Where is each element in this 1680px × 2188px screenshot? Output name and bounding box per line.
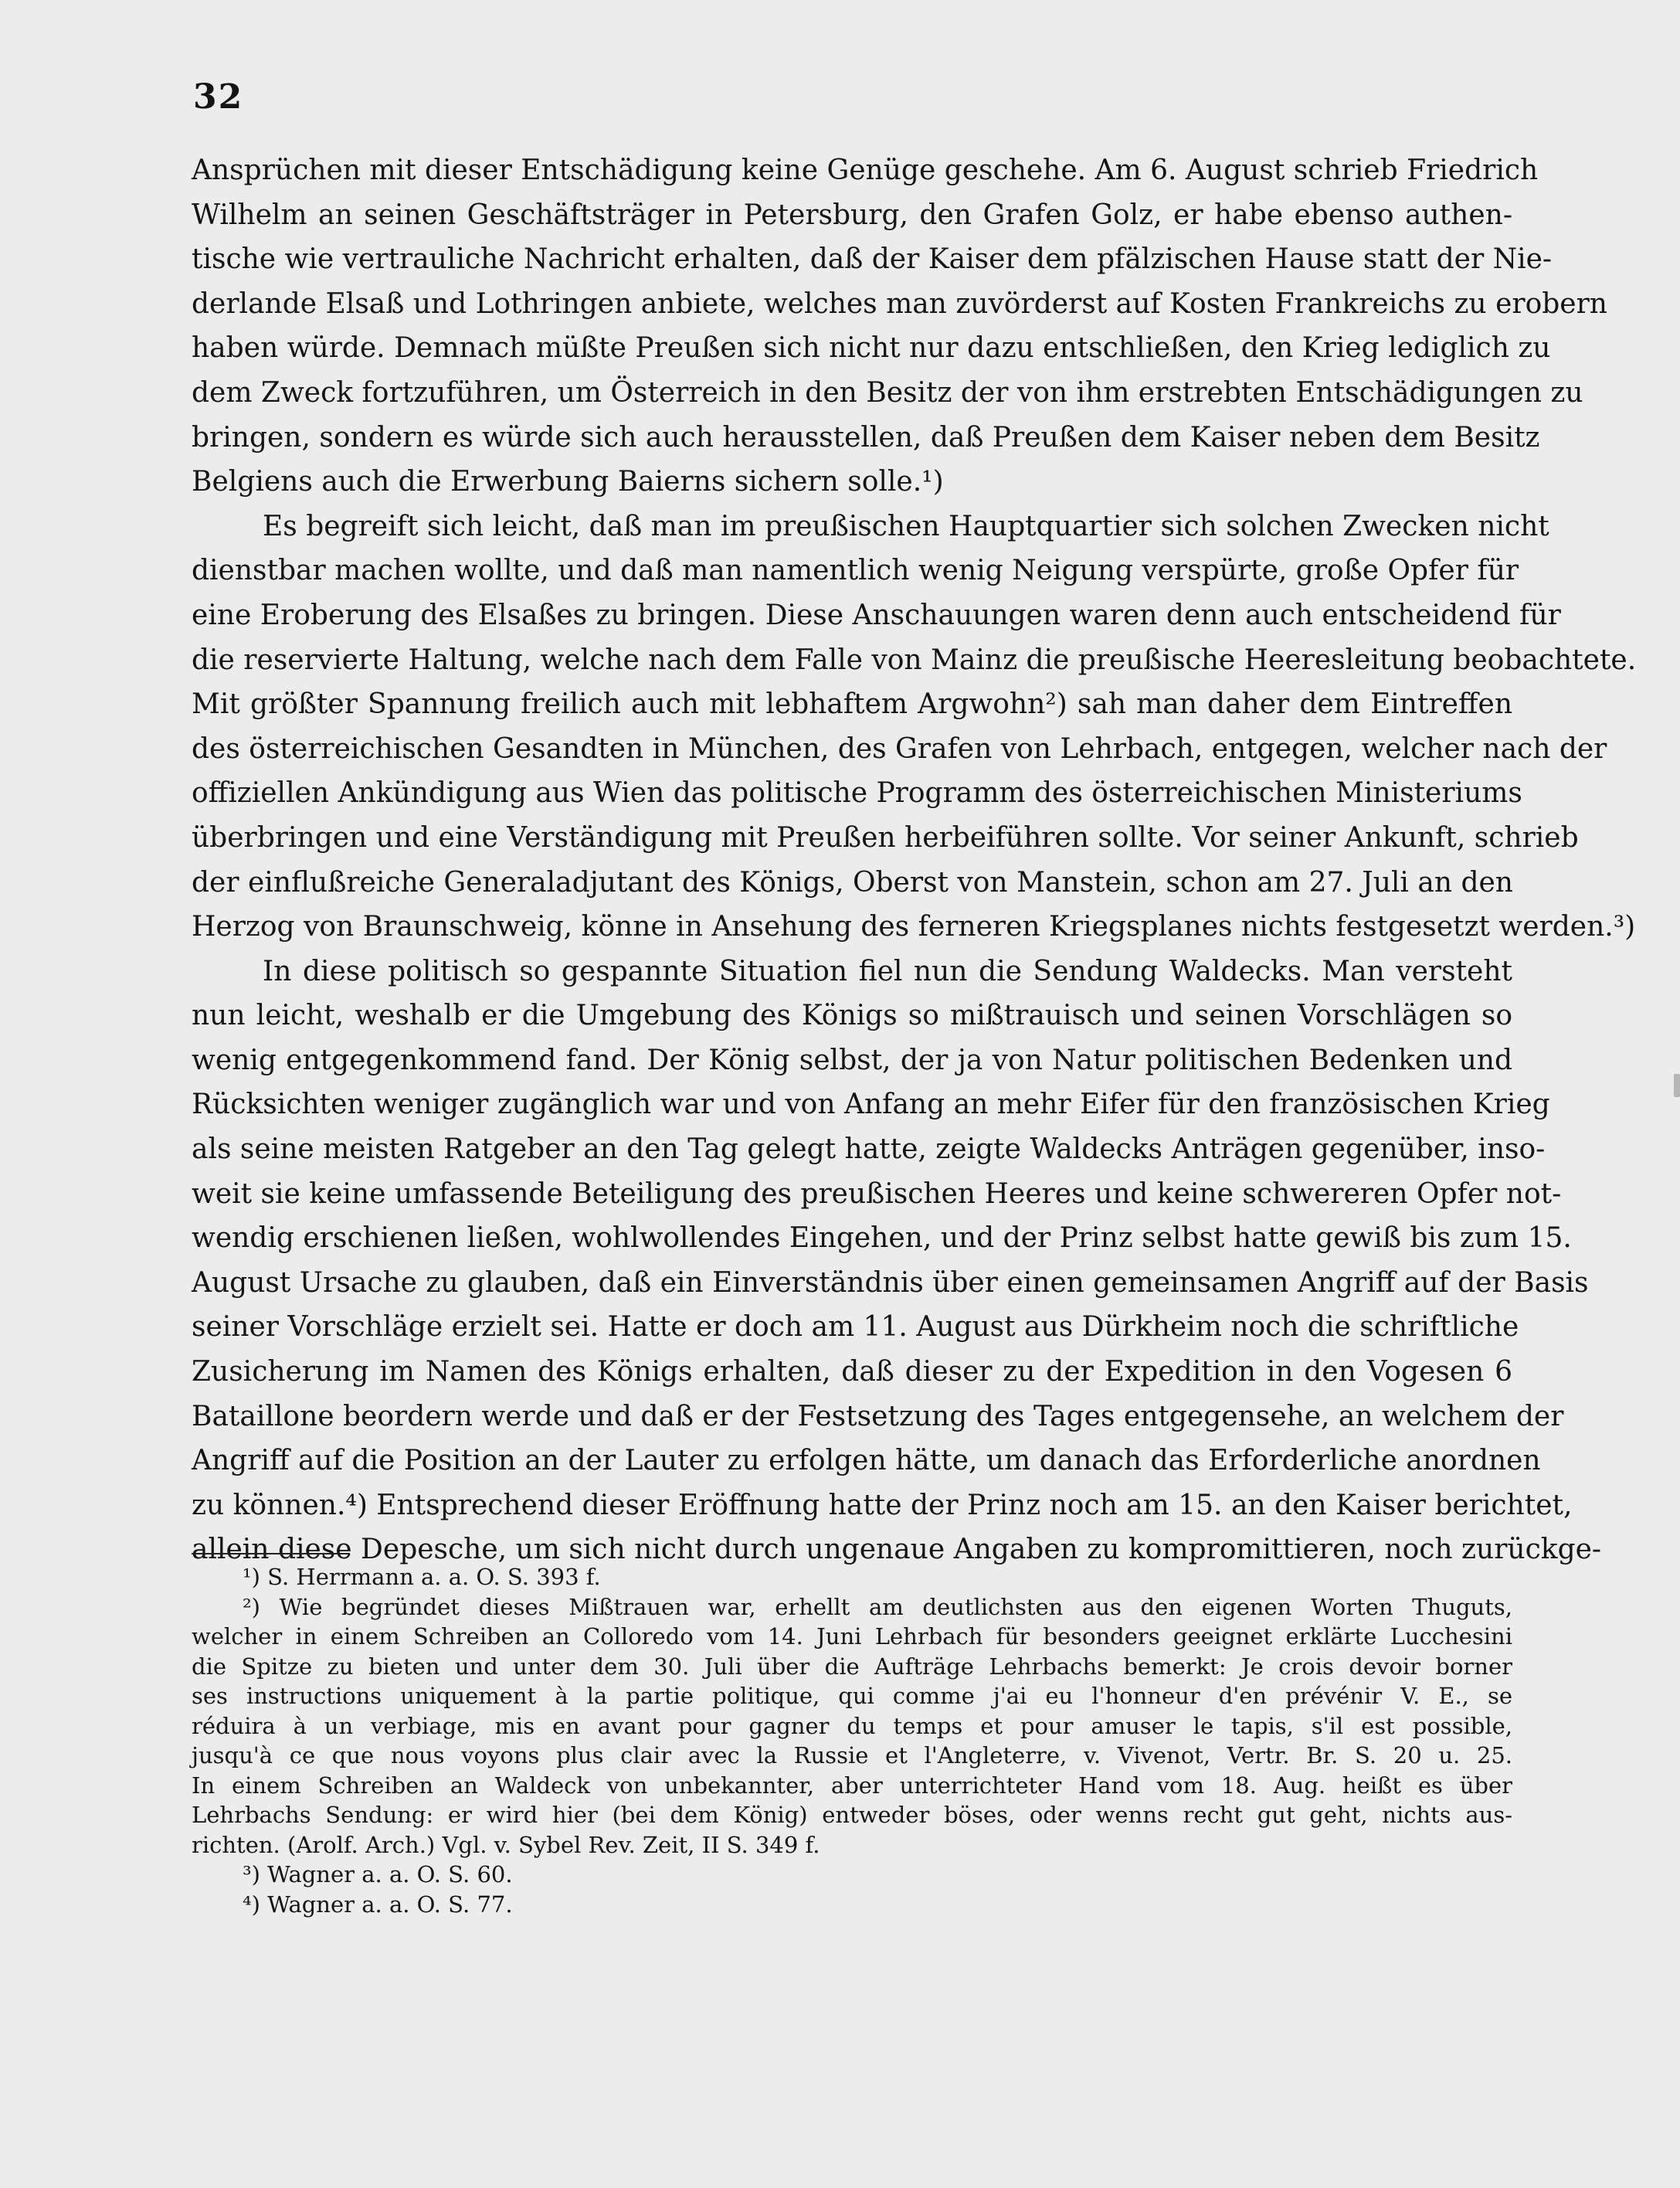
footnote-line: richten. (Arolf. Arch.) Vgl. v. Sybel Rev. Zeit, II S. 349 f.: [192, 1831, 820, 1858]
footnote-line: ¹) S. Herrmann a. a. O. S. 393 f.: [243, 1564, 601, 1590]
text-line: wendig erschienen ließen, wohlwollendes Eingehen, und der Prinz selbst hatte gewiß bis zum 15.: [192, 1222, 1572, 1255]
text-line: des österreichischen Gesandten in München, des Grafen von Lehrbach, entgegen, welcher nach der: [192, 732, 1607, 765]
footnote-line: Lehrbachs Sendung: er wird hier (bei dem König) entweder böses, oder wenns recht gut geht, nichts aus-: [192, 1802, 1512, 1828]
footnote-line: welcher in einem Schreiben an Colloredo vom 14. Juni Lehrbach für besonders geeignet erklärte Lucchesini: [192, 1623, 1512, 1649]
footnote-line: réduira à un verbiage, mis en avant pour gagner du temps et pour amuser le tapis, s'il est possible,: [192, 1712, 1512, 1739]
text-line: Zusicherung im Namen des Königs erhalten, daß dieser zu der Expedition in den Vogesen 6: [192, 1356, 1512, 1388]
text-line: Rücksichten weniger zugänglich war und von Anfang an mehr Eifer für den französischen Krieg: [192, 1089, 1550, 1121]
footnote-line: ses instructions uniquement à la partie politique, qui comme j'ai eu l'honneur d'en prévénir V. E., se: [192, 1683, 1512, 1709]
footnote-separator: [192, 1553, 350, 1554]
text-line: haben würde. Demnach müßte Preußen sich nicht nur dazu entschließen, den Krieg lediglich zu: [192, 332, 1551, 365]
text-line: offiziellen Ankündigung aus Wien das politische Programm des österreichischen Ministeriums: [192, 777, 1522, 810]
text-line: Es begreift sich leicht, daß man im preußischen Hauptquartier sich solchen Zwecken nicht: [263, 510, 1549, 542]
text-line: Ansprüchen mit dieser Entschädigung keine Genüge geschehe. Am 6. August schrieb Friedrich: [192, 155, 1539, 186]
text-line: dienstbar machen wollte, und daß man namentlich wenig Neigung verspürte, große Opfer für: [192, 555, 1519, 587]
text-line: überbringen und eine Verständigung mit Preußen herbeiführen sollte. Vor seiner Ankunft, schrieb: [192, 821, 1579, 854]
main-text-block: [192, 148, 1637, 1572]
text-line: derlande Elsaß und Lothringen anbiete, welches man zuvörderst auf Kosten Frankreichs zu erobern: [192, 287, 1607, 320]
text-line: als seine meisten Ratgeber an den Tag gelegt hatte, zeigte Waldecks Anträgen gegenüber, inso-: [192, 1133, 1546, 1166]
footnote-line: ⁴) Wagner a. a. O. S. 77.: [243, 1891, 513, 1918]
text-line: nun leicht, weshalb er die Umgebung des Königs so mißtrauisch und seinen Vorschlägen so: [192, 1000, 1512, 1032]
footnote-line: In einem Schreiben an Waldeck von unbekannter, aber unterrichteter Hand vom 18. Aug. heißt es über: [192, 1772, 1512, 1799]
text-line: weit sie keine umfassende Beteiligung des preußischen Heeres und keine schwereren Opfer not-: [192, 1177, 1562, 1210]
text-line: Belgiens auch die Erwerbung Baierns sichern solle.¹): [192, 466, 944, 498]
footnote-line: jusqu'à ce que nous voyons plus clair avec la Russie et l'Angleterre, v. Vivenot, Vertr. Br. S. 20 u. 25.: [192, 1742, 1512, 1768]
footnote-line: ³) Wagner a. a. O. S. 60.: [243, 1861, 513, 1887]
footnotes-block: [192, 1562, 1512, 1919]
footnote-line: ²) Wie begründet dieses Mißtrauen war, erhellt am deutlichsten aus den eigenen Worten Thuguts,: [243, 1593, 1512, 1620]
text-line: In diese politisch so gespannte Situation fiel nun die Sendung Waldecks. Man versteht: [263, 955, 1512, 987]
text-line: Angriff auf die Position an der Lauter zu erfolgen hätte, um danach das Erforderliche anordnen: [192, 1445, 1541, 1477]
text-line: August Ursache zu glauben, daß ein Einverständnis über einen gemeinsamen Angriff auf der Basis: [192, 1266, 1589, 1299]
text-line: Bataillone beordern werde und daß er der Festsetzung des Tages entgegensehe, an welchem der: [192, 1400, 1564, 1432]
text-line: seiner Vorschläge erzielt sei. Hatte er doch am 11. August aus Dürkheim noch die schriftliche: [192, 1311, 1519, 1344]
text-line: die reservierte Haltung, welche nach dem Falle von Mainz die preußische Heeresleitung beobachtete.: [192, 644, 1637, 676]
text-line: Herzog von Braunschweig, könne in Ansehung des ferneren Kriegsplanes nichts festgesetzt werden.³): [192, 911, 1636, 943]
text-line: Mit größter Spannung freilich auch mit lebhaftem Argwohn²) sah man daher dem Eintreffen: [192, 688, 1512, 721]
text-line: der einflußreiche Generaladjutant des Königs, Oberst von Manstein, schon am 27. Juli an den: [192, 866, 1513, 899]
text-line: bringen, sondern es würde sich auch herausstellen, daß Preußen dem Kaiser neben dem Besitz: [192, 421, 1540, 454]
text-line: zu können.⁴) Entsprechend dieser Eröffnung hatte der Prinz noch am 15. an den Kaiser berichtet,: [192, 1489, 1573, 1521]
text-line: eine Eroberung des Elsaßes zu bringen. Diese Anschauungen waren denn auch entscheidend für: [192, 599, 1561, 631]
text-line: allein diese Depesche, um sich nicht durch ungenaue Angaben zu kompromittieren, noch zurückge-: [192, 1534, 1602, 1566]
text-line: tische wie vertrauliche Nachricht erhalten, daß der Kaiser dem pfälzischen Hause statt der Nie-: [192, 243, 1553, 276]
text-line: Wilhelm an seinen Geschäftsträger in Petersburg, den Grafen Golz, er habe ebenso authen-: [192, 199, 1512, 231]
page-edge-mark: [1674, 1074, 1680, 1097]
page-number: 32: [193, 77, 244, 117]
text-line: dem Zweck fortzuführen, um Österreich in den Besitz der von ihm erstrebten Entschädigungen zu: [192, 376, 1583, 409]
footnote-line: die Spitze zu bieten und unter dem 30. Juli über die Aufträge Lehrbachs bemerkt: Je crois devoir borner: [192, 1653, 1512, 1680]
text-line: wenig entgegenkommend fand. Der König selbst, der ja von Natur politischen Bedenken und: [192, 1044, 1512, 1076]
